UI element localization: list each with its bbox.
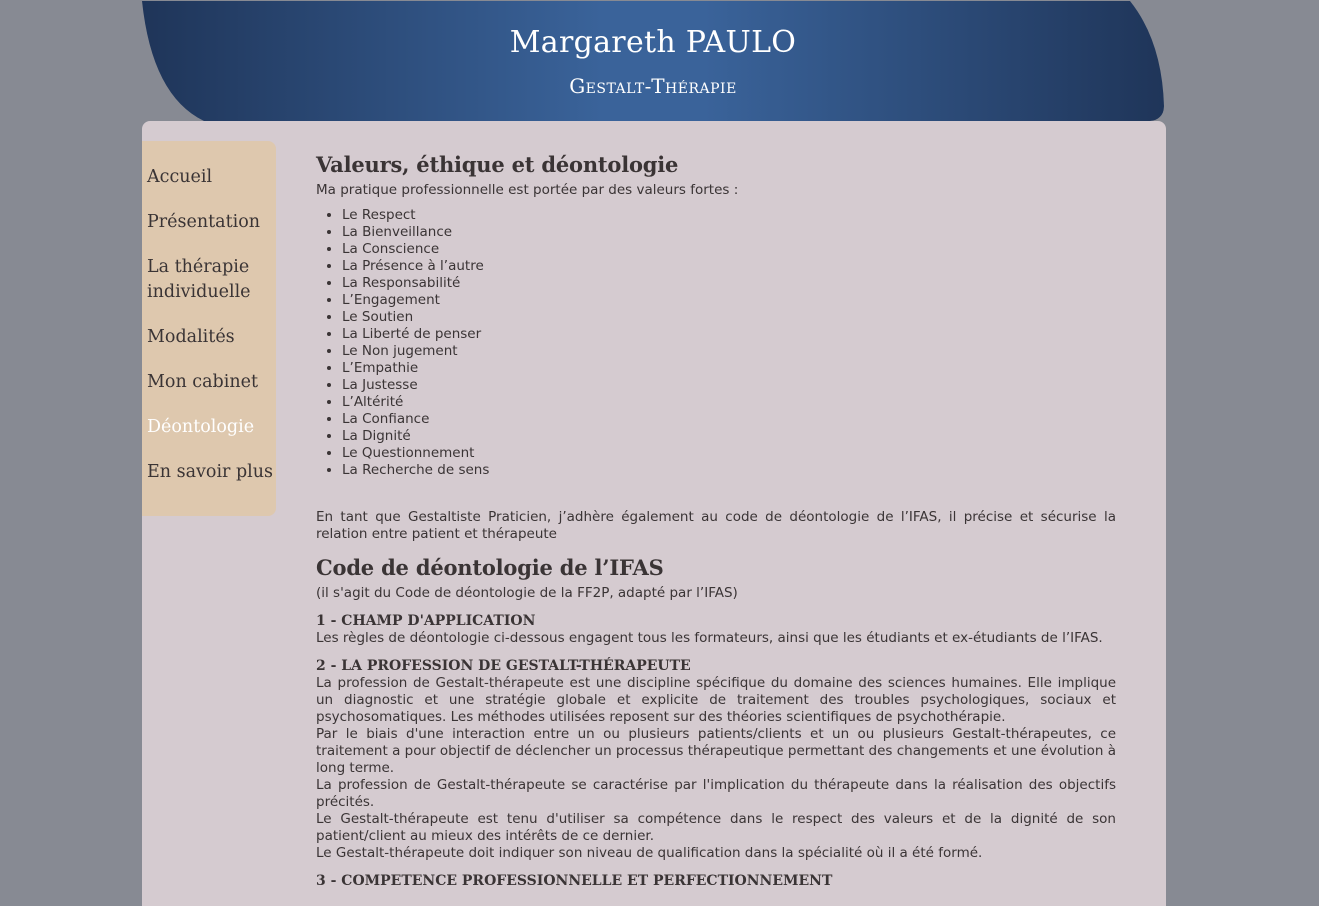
- intro-text: Ma pratique professionnelle est portée par des valeurs fortes :: [316, 182, 739, 198]
- list-item: • Le Non jugement: [342, 343, 1116, 360]
- nav-item-label-line2: individuelle: [147, 282, 251, 302]
- page-title: Valeurs, éthique et déontologie: [316, 152, 679, 177]
- section-2-p1: La profession de Gestalt-thérapeute est une discipline spécifique du domaine des sciences humaines. Elle implique un diagnostic et une stratégie globale et explicite de traitement des troubles psychologiques, sociaux et psychosomatiques. Les méthodes utilisées reposent sur des théories scientifiques de psychothérapie.: [316, 675, 1116, 725]
- nav-item-therapie-individuelle[interactable]: [147, 255, 251, 305]
- list-item: • La Bienveillance: [342, 224, 1116, 241]
- nav-item-deontologie[interactable]: Déontologie: [147, 417, 255, 437]
- list-item: • La Conscience: [342, 241, 1116, 258]
- nav-item-accueil[interactable]: Accueil: [147, 167, 213, 187]
- section-2-p3: La profession de Gestalt-thérapeute se caractérise par l'implication du thérapeute dans la réalisation des objectifs précités.: [316, 777, 1116, 810]
- section-2-title: 2 - LA PROFESSION DE GESTALT-THÉRAPEUTE: [316, 658, 691, 674]
- list-item: • La Justesse: [342, 377, 1116, 394]
- nav-item-presentation[interactable]: Présentation: [147, 212, 261, 232]
- code-note: (il s'agit du Code de déontologie de la FF2P, adapté par l’IFAS): [316, 585, 738, 601]
- section-3-title: 3 - COMPETENCE PROFESSIONNELLE ET PERFECTIONNEMENT: [316, 873, 833, 889]
- list-item: • L’Altérité: [342, 394, 1116, 411]
- list-item: • Le Questionnement: [342, 445, 1116, 462]
- sidebar-nav: [142, 141, 276, 516]
- list-item: • Le Soutien: [342, 309, 1116, 326]
- section-2-p4: Le Gestalt-thérapeute est tenu d'utiliser sa compétence dans le respect des valeurs et de la dignité de son patient/client au mieux des intérêts de ce dernier.: [316, 811, 1116, 844]
- site-header: [142, 1, 1164, 121]
- list-item: • L’Engagement: [342, 292, 1116, 309]
- site-title: Margareth PAULO: [509, 25, 797, 60]
- section-1-text: Les règles de déontologie ci-dessous engagent tous les formateurs, ainsi que les étudiants et ex-étudiants de l’IFAS.: [316, 630, 1103, 646]
- list-item: • La Confiance: [342, 411, 1116, 428]
- main-content: [316, 150, 1116, 890]
- code-heading: Code de déontologie de l’IFAS: [316, 555, 664, 580]
- nav-item-en-savoir-plus[interactable]: En savoir plus: [147, 462, 274, 482]
- nav-item-mon-cabinet[interactable]: Mon cabinet: [147, 372, 258, 392]
- section-1-title: 1 - CHAMP D'APPLICATION: [316, 613, 536, 629]
- list-item: • La Présence à l’autre: [342, 258, 1116, 275]
- ifas-paragraph: En tant que Gestaltiste Praticien, j’adhère également au code de déontologie de l’IFAS, il précise et sécurise la relation entre patient et thérapeute: [316, 509, 1116, 542]
- nav-item-modalites[interactable]: Modalités: [147, 327, 235, 347]
- header-banner: [142, 1, 1164, 121]
- values-list: [316, 207, 1116, 479]
- list-item: • La Dignité: [342, 428, 1116, 445]
- section-2-p2: Par le biais d'une interaction entre un ou plusieurs patients/clients et un ou plusieurs Gestalt-thérapeutes, ce traitement a pour objectif de déclencher un processus thérapeutique permettant des changements et une évolution à long terme.: [316, 726, 1116, 776]
- list-item: • Le Respect: [342, 207, 1116, 224]
- nav-item-label-line1: La thérapie: [147, 257, 250, 277]
- site-subtitle: Gestalt-Thérapie: [569, 74, 737, 98]
- list-item: • L’Empathie: [342, 360, 1116, 377]
- section-2-p5: Le Gestalt-thérapeute doit indiquer son niveau de qualification dans la spécialité où il a été formé.: [316, 845, 983, 861]
- list-item: • La Recherche de sens: [342, 462, 1116, 479]
- list-item: • La Responsabilité: [342, 275, 1116, 292]
- list-item: • La Liberté de penser: [342, 326, 1116, 343]
